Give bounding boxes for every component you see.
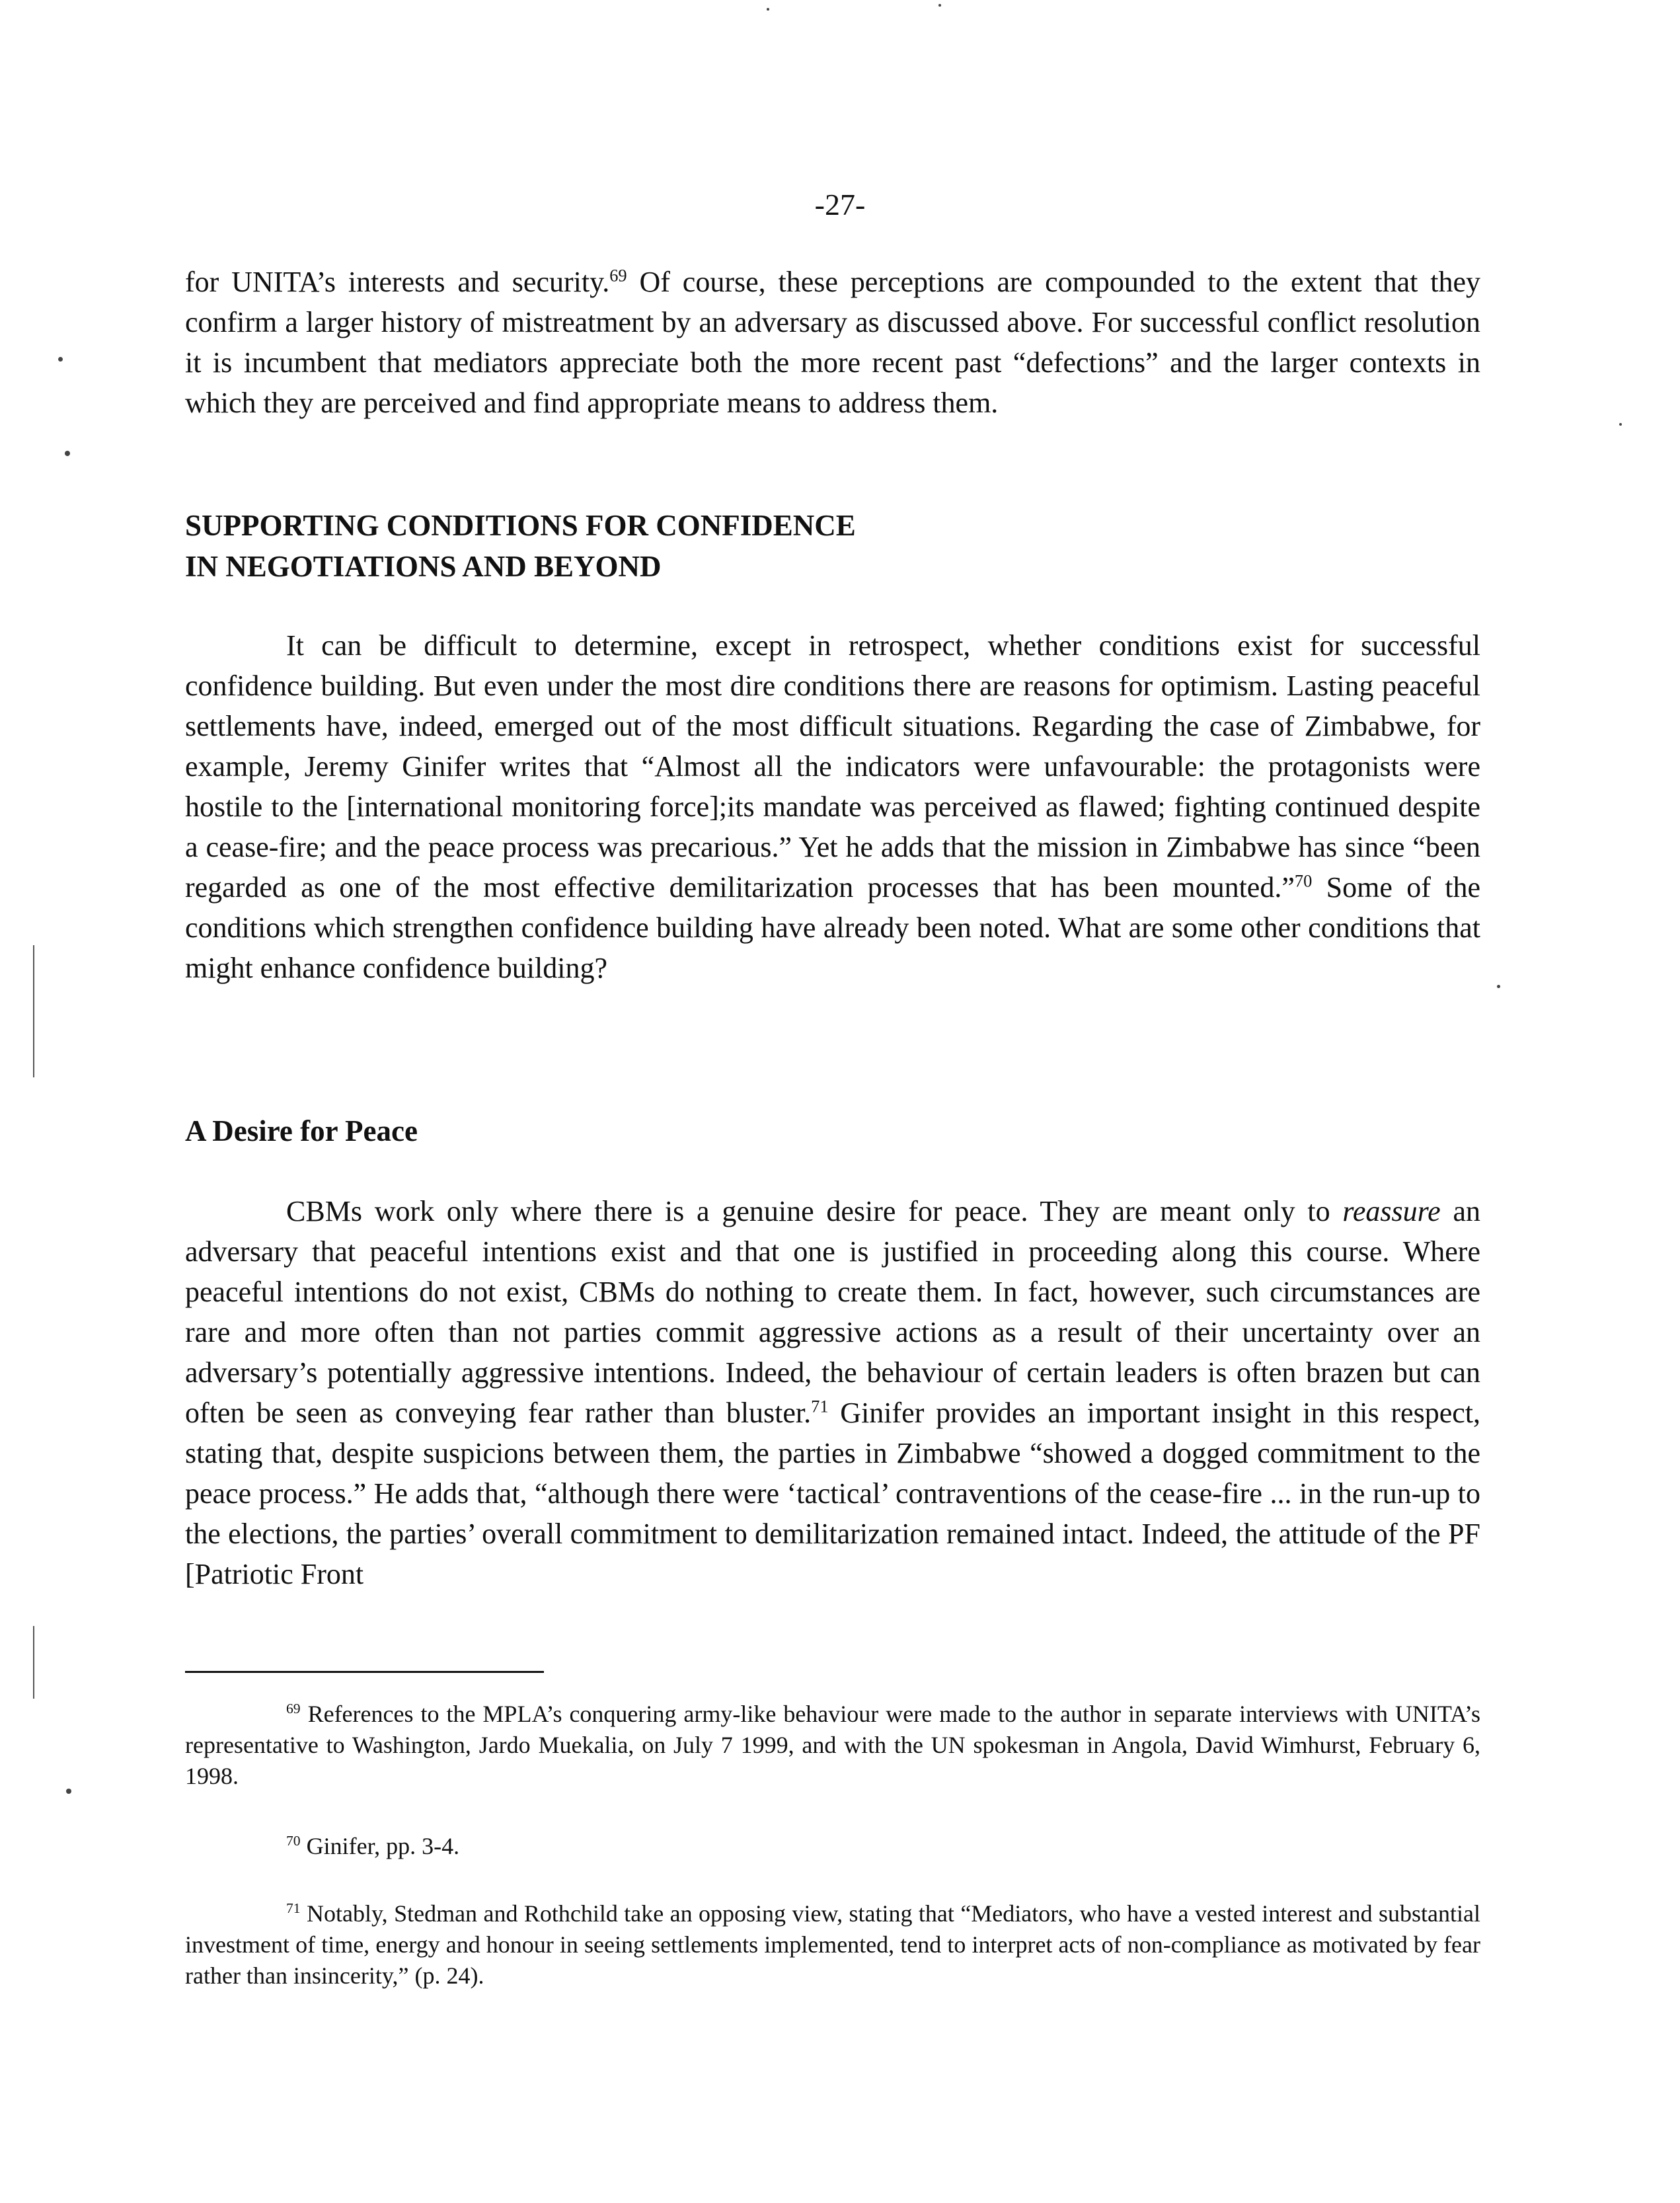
scan-speck [1619, 423, 1622, 426]
footnote-marker-70: 70 [286, 1833, 301, 1849]
section-heading-line-1: SUPPORTING CONDITIONS FOR CONFIDENCE [185, 509, 856, 542]
footnote-69 [185, 1699, 1480, 1792]
scan-speck [66, 1789, 71, 1794]
section-heading [185, 505, 1176, 587]
scan-margin-line [33, 945, 34, 1077]
para3-text-b: an adversary that peaceful intentions exist and that one is justified in proceeding along this course. Where peaceful intentions do not exist, CBMs do nothing to create them. In fact, however, such circumstances are rare and more often than not parties commit aggressive actions as a result of their uncertainty over an adversary’s potentially aggressive intentions. Indeed, the behaviour of certain leaders is often brazen but can often be seen as conveying fear rather than bluster. [185, 1195, 1481, 1429]
footnote-71 [185, 1898, 1480, 1991]
footnote-ref-71: 71 [811, 1396, 829, 1416]
para1-text-a: for UNITA’s interests and security. [185, 266, 610, 298]
para1-text-b: Of course, these perceptions are compounded to the extent that they confirm a larger history of mistreatment by an adversary as discussed above. For successful conflict resolution it is incumbent that mediators appreciate both the more recent past “defections” and the larger contexts in which they are perceived and find appropriate means to address them. [185, 266, 1480, 419]
scan-speck [1497, 985, 1500, 988]
para2-text-b: Some of the conditions which strengthen confidence building have already been noted. What are some other conditions that might enhance confidence building? [185, 871, 1480, 984]
footnote-marker-71: 71 [286, 1900, 301, 1916]
footnote-text-71: Notably, Stedman and Rothchild take an opposing view, stating that “Mediators, who have a vested interest and substantial investment of time, energy and honour in seeing settlements implemented, tend to interpret acts of non-compliance as motivated by fear rather than insincerity,” (p. 24). [185, 1900, 1480, 1989]
section-heading-line-2: IN NEGOTIATIONS AND BEYOND [185, 550, 662, 583]
body-paragraph-3 [185, 1191, 1480, 1594]
page-number: -27- [814, 188, 866, 221]
scan-speck [65, 451, 70, 456]
footnote-ref-69: 69 [609, 265, 627, 286]
body-paragraph-2 [185, 625, 1480, 988]
footnote-marker-69: 69 [286, 1701, 301, 1717]
footnote-text-69: References to the MPLA’s conquering army-like behaviour were made to the author in separate interviews with UNITA’s representative to Washington, Jardo Muekalia, on July 7 1999, and with the UN spokesman in Angola, David Wimhurst, February 6, 1998. [185, 1701, 1480, 1789]
footnote-ref-70: 70 [1294, 870, 1313, 891]
footnote-separator [185, 1671, 544, 1673]
para3-text-a: CBMs work only where there is a genuine desire for peace. They are meant only to [286, 1195, 1343, 1227]
subsection-heading: A Desire for Peace [185, 1114, 418, 1147]
scan-speck [767, 8, 769, 11]
footnote-70 [185, 1831, 1480, 1862]
scan-speck [938, 4, 941, 7]
para3-text-c: Ginifer provides an important insight in this respect, stating that, despite suspicions between them, the parties in Zimbabwe “showed a dogged commitment to the peace process.” He adds that, “although there were ‘tactical’ contraventions of the cease-fire ... in the run-up to the elections, the parties’ overall commitment to demilitarization remained intact. Indeed, the attitude of the PF [Patriotic Front [185, 1397, 1480, 1590]
body-paragraph-1 [185, 262, 1480, 423]
scan-speck [58, 357, 63, 362]
para2-text-a: It can be difficult to determine, except in retrospect, whether conditions exist for successful confidence building. But even under the most dire conditions there are reasons for optimism. Lasting peaceful settlements have, indeed, emerged out of the most difficult situations. Regarding the case of Zimbabwe, for example, Jeremy Ginifer writes that “Almost all the indicators were unfavourable: the protagonists were hostile to the [international monitoring force];its mandate was perceived as flawed; fighting continued despite a cease-fire; and the peace process was precarious.” Yet he adds that the mission in Zimbabwe has since “been regarded as one of the most effective demilitarization processes that has been mounted.” [185, 629, 1480, 904]
scan-margin-line [33, 1626, 34, 1699]
footnote-text-70: Ginifer, pp. 3-4. [300, 1833, 460, 1859]
para3-emphasis: reassure [1342, 1195, 1441, 1227]
